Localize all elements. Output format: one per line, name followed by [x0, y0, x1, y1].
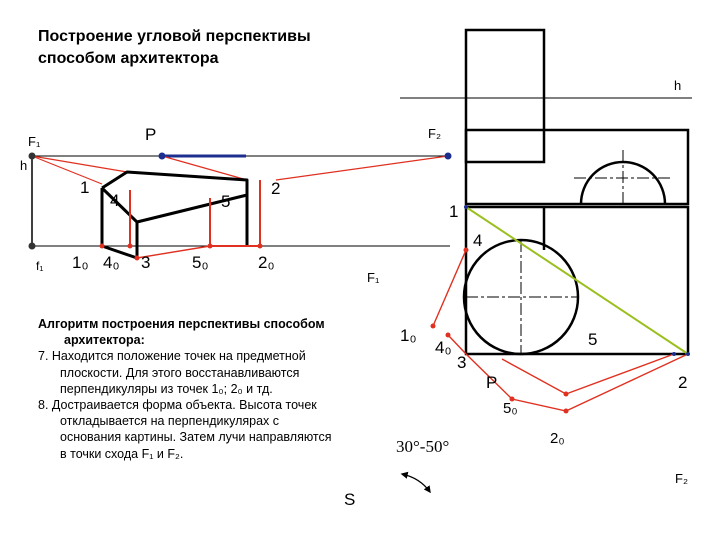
label-plan-40: 4₀	[435, 338, 452, 357]
plan-projection-lines	[433, 250, 688, 411]
label-plan-20: 2₀	[550, 430, 565, 447]
label-plan-3: 3	[457, 353, 467, 372]
rotation-arrow	[402, 474, 430, 492]
title-line-2: способом архитектора	[38, 50, 219, 67]
label-pt-3: 3	[141, 253, 151, 272]
label-pt-1: 1	[80, 178, 90, 197]
label-plan-4: 4	[473, 231, 483, 250]
label-plan-2: 2	[678, 373, 688, 392]
algorithm-text	[38, 316, 338, 462]
label-F2-top: F₂	[428, 126, 441, 141]
algorithm-step-7: 7. Находится положение точек на предметной плоскости. Для этого восстанавливаются перпендикуляры из точек 1₀; 2₀ и тд.	[38, 349, 306, 396]
label-plan-50: 5₀	[503, 400, 518, 417]
construction-nodes	[29, 153, 452, 261]
label-pt-4: 4	[110, 191, 120, 210]
label-plan-F1: F₁	[367, 270, 380, 285]
label-h-right: h	[674, 78, 682, 93]
label-angle: 30°-50°	[396, 437, 450, 456]
base-perpendiculars	[130, 180, 260, 246]
label-pt-50: 5₀	[192, 253, 209, 272]
label-h-left: h	[20, 158, 28, 173]
title-line-1: Построение угловой перспективы	[38, 28, 311, 45]
picture-plane-trace	[466, 207, 688, 354]
algorithm-step-8: 8. Достраивается форма объекта. Высота точек откладывается на перпендикулярах с основания картины. Затем лучи направляются в точки схода F₁ и F₂.	[38, 398, 332, 461]
label-S: S	[344, 490, 356, 509]
plan-nodes	[431, 248, 569, 414]
label-f1-low: f₁	[36, 259, 44, 273]
label-plan-1: 1	[449, 202, 459, 221]
label-plan-10: 1₀	[400, 326, 417, 345]
label-plan-P: P	[486, 373, 498, 392]
label-pt-2: 2	[271, 179, 281, 198]
label-P-top: P	[145, 125, 157, 144]
label-F2-bottom: F₂	[675, 471, 688, 486]
algorithm-heading: Алгоритм построения перспективы способом архитектора:	[38, 317, 325, 348]
label-pt-5: 5	[221, 192, 231, 211]
front-view-centerlines	[574, 150, 672, 204]
label-F1-top: F₁	[28, 134, 41, 149]
label-pt-20: 2₀	[258, 253, 275, 272]
label-pt-40: 4₀	[103, 253, 120, 272]
label-pt-10: 1₀	[72, 253, 89, 272]
label-plan-5: 5	[588, 330, 598, 349]
